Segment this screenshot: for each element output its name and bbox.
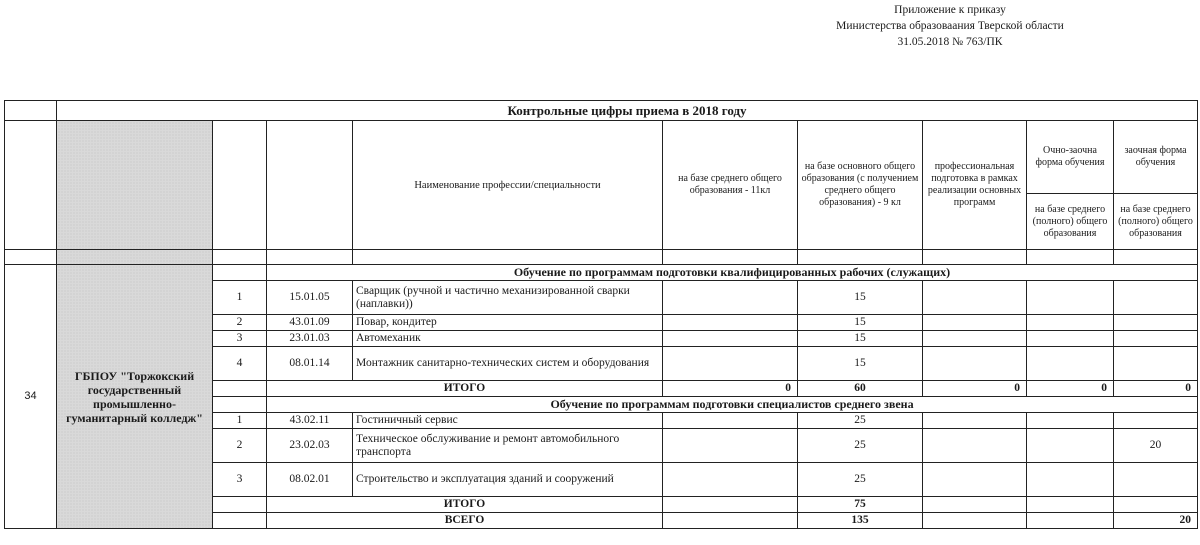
header-correspondence-sub: на базе среднего (полного) общего образования — [1114, 194, 1198, 250]
table-title: Контрольные цифры приема в 2018 году — [57, 101, 1198, 121]
section-title-specialists: Обучение по программам подготовки специалистов среднего звена — [267, 397, 1198, 413]
order-annex-note — [800, 2, 1100, 50]
header-basic-9: на базе основного общего образования (с получением среднего общего образования) - 9 кл — [798, 121, 923, 250]
total-row: ИТОГО 75 — [5, 497, 1198, 513]
header-secondary-11: на базе среднего общего образования - 11кл — [663, 121, 798, 250]
table-row: 1 43.02.11 Гостиничный сервис 25 — [5, 413, 1198, 429]
header-correspondence: заочная форма обучения — [1114, 121, 1198, 194]
admission-figures-table — [4, 100, 1198, 529]
header-part-time: Очно-заочна форма обучения — [1027, 121, 1114, 194]
table-row: 2 43.01.09 Повар, кондитер 15 — [5, 315, 1198, 331]
table-row: 1 15.01.05 Сварщик (ручной и частично механизированной сварки (наплавки)) 15 — [5, 281, 1198, 315]
section-title-workers: Обучение по программам подготовки квалифицированных рабочих (служащих) — [267, 265, 1198, 281]
header-professional: профессиональная подготовка в рамках реализации основных программ — [923, 121, 1027, 250]
table-row: 2 23.02.03 Техническое обслуживание и ремонт автомобильного транспорта 25 20 — [5, 429, 1198, 463]
table-row: 3 23.01.03 Автомеханик 15 — [5, 331, 1198, 347]
grand-total-row: ВСЕГО 135 20 — [5, 513, 1198, 529]
annex-line-2: Министерства образоваания Тверской области — [836, 20, 1064, 32]
college-name: ГБПОУ "Торжокский государственный промышленно-гуманитарный колледж" — [57, 265, 213, 529]
table-row: 4 08.01.14 Монтажник санитарно-технических систем и оборудования 15 — [5, 347, 1198, 381]
row-number: 34 — [5, 265, 57, 529]
header-specialty-name: Наименование профессии/специальности — [353, 121, 663, 250]
annex-line-1: Приложение к приказу — [894, 4, 1006, 16]
table-row: 3 08.02.01 Строительство и эксплуатация зданий и сооружений 25 — [5, 463, 1198, 497]
header-part-time-sub: на базе среднего (полного) общего образования — [1027, 194, 1114, 250]
annex-line-3: 31.05.2018 № 763/ПК — [897, 36, 1003, 48]
total-row: ИТОГО 0 60 0 0 0 — [5, 381, 1198, 397]
